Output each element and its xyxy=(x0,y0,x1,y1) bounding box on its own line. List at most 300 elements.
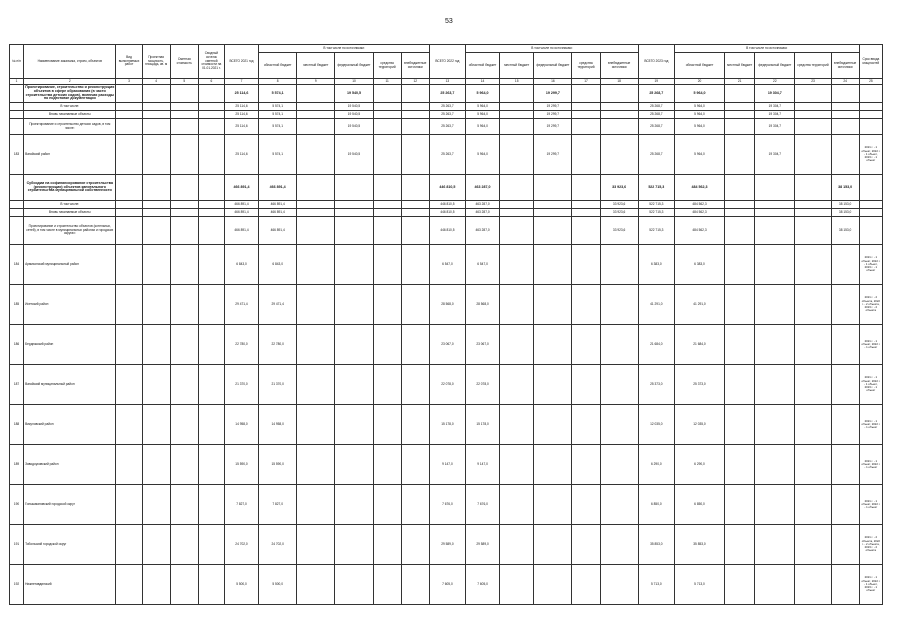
total-2022: 6 547,0 xyxy=(429,245,465,285)
territory-2023 xyxy=(795,525,831,565)
total-2021: 25 114,6 xyxy=(224,119,258,135)
regional-2021: 29 471,4 xyxy=(259,285,297,325)
local-2021 xyxy=(297,217,335,245)
territory-2021 xyxy=(373,85,401,103)
term-cell: 2021 г. - 1 объект, 2022 г. - 1 объект xyxy=(859,445,882,485)
est-cost-cell xyxy=(170,405,198,445)
regional-2022: 5 964,0 xyxy=(465,111,499,119)
regional-2021: 466 891,4 xyxy=(259,201,297,209)
territory-2022 xyxy=(572,405,600,445)
regional-2021: 6 843,0 xyxy=(259,245,297,285)
table-row xyxy=(10,565,883,605)
extra-2022: 33 923,6 xyxy=(600,217,638,245)
regional-2021: 22 780,0 xyxy=(259,325,297,365)
federal-2021: 19 540,5 xyxy=(335,135,373,175)
territory-2023 xyxy=(795,445,831,485)
header-extra: внебюджетные источники xyxy=(831,53,859,79)
regional-2022: 463 287,0 xyxy=(465,217,499,245)
balance-cell xyxy=(198,175,224,201)
territory-2021 xyxy=(373,135,401,175)
extra-2021 xyxy=(401,103,429,111)
header-no: № п/п xyxy=(10,45,24,79)
extra-2022 xyxy=(600,103,638,111)
local-2021 xyxy=(297,209,335,217)
regional-2023: 5 964,0 xyxy=(674,135,724,175)
balance-cell xyxy=(198,325,224,365)
header-name: Наименование заказчика, строек, объектов xyxy=(24,45,116,79)
column-index-cell: 25 xyxy=(859,79,882,85)
header-regional: областной бюджет xyxy=(465,53,499,79)
local-2022 xyxy=(500,217,534,245)
extra-2021 xyxy=(401,525,429,565)
investment-table xyxy=(9,44,883,605)
territory-2022 xyxy=(572,119,600,135)
regional-2022: 9 147,0 xyxy=(465,445,499,485)
column-index-cell: 5 xyxy=(170,79,198,85)
federal-2022 xyxy=(534,175,572,201)
local-2022 xyxy=(500,285,534,325)
local-2021 xyxy=(297,111,335,119)
capacity-cell xyxy=(142,111,170,119)
total-2023: 21 684,0 xyxy=(638,325,674,365)
balance-cell xyxy=(198,209,224,217)
extra-2021 xyxy=(401,85,429,103)
row-number: 192 xyxy=(10,565,24,605)
territory-2021 xyxy=(373,565,401,605)
column-index-cell: 9 xyxy=(297,79,335,85)
page-number: 53 xyxy=(445,18,453,25)
kind-cell xyxy=(116,485,142,525)
est-cost-cell xyxy=(170,85,198,103)
term-cell: 2021 г. - 1 объект, 2022 г. - 1 объект xyxy=(859,325,882,365)
est-cost-cell xyxy=(170,365,198,405)
total-2021: 22 780,0 xyxy=(224,325,258,365)
local-2021 xyxy=(297,135,335,175)
extra-2021 xyxy=(401,285,429,325)
column-index-cell: 15 xyxy=(500,79,534,85)
federal-2022 xyxy=(534,485,572,525)
kind-cell xyxy=(116,525,142,565)
table-row xyxy=(10,365,883,405)
column-index-cell: 2 xyxy=(24,79,116,85)
kind-cell xyxy=(116,365,142,405)
territory-2022 xyxy=(572,175,600,201)
column-index-cell: 19 xyxy=(638,79,674,85)
territory-2022 xyxy=(572,209,600,217)
header-total-2023: ВСЕГО 2023 год xyxy=(638,45,674,79)
territory-2023 xyxy=(795,85,831,103)
territory-2023 xyxy=(795,103,831,111)
kind-cell xyxy=(116,175,142,201)
total-2021: 25 114,6 xyxy=(224,103,258,111)
balance-cell xyxy=(198,217,224,245)
header-federal: федеральный бюджет xyxy=(534,53,572,79)
total-2023: 25 268,7 xyxy=(638,111,674,119)
local-2022 xyxy=(500,85,534,103)
territory-2021 xyxy=(373,445,401,485)
balance-cell xyxy=(198,445,224,485)
row-number: 185 xyxy=(10,285,24,325)
extra-2022 xyxy=(600,111,638,119)
regional-2021: 5 500,0 xyxy=(259,565,297,605)
federal-2021: 19 540,5 xyxy=(335,103,373,111)
regional-2022: 463 287,0 xyxy=(465,201,499,209)
local-2021 xyxy=(297,365,335,405)
federal-2023 xyxy=(755,285,795,325)
extra-2023 xyxy=(831,365,859,405)
row-name: Проектирование и строительство объектов (котельных, сетей), в том числе в муниципальных районах и городских округах: xyxy=(24,217,116,245)
territory-2021 xyxy=(373,209,401,217)
local-2023 xyxy=(725,445,755,485)
kind-cell xyxy=(116,209,142,217)
federal-2021 xyxy=(335,201,373,209)
regional-2022: 5 964,0 xyxy=(465,119,499,135)
extra-2021 xyxy=(401,175,429,201)
est-cost-cell xyxy=(170,565,198,605)
extra-2021 xyxy=(401,111,429,119)
extra-2023: 38 153,0 xyxy=(831,217,859,245)
total-2021: 25 114,6 xyxy=(224,111,258,119)
header-local: местный бюджет xyxy=(297,53,335,79)
column-index-cell: 22 xyxy=(755,79,795,85)
extra-2022 xyxy=(600,445,638,485)
row-number xyxy=(10,217,24,245)
territory-2021 xyxy=(373,365,401,405)
row-name: Проектирование и строительство детских садов, в том числе: xyxy=(24,119,116,135)
header-total-2022: ВСЕГО 2022 год xyxy=(429,45,465,79)
local-2022 xyxy=(500,111,534,119)
total-2021: 25 114,6 xyxy=(224,135,258,175)
local-2022 xyxy=(500,525,534,565)
local-2023 xyxy=(725,135,755,175)
total-2021: 7 827,0 xyxy=(224,485,258,525)
territory-2021 xyxy=(373,103,401,111)
territory-2021 xyxy=(373,525,401,565)
column-index-cell: 8 xyxy=(259,79,297,85)
regional-2023: 6 850,0 xyxy=(674,485,724,525)
total-2022: 7 605,0 xyxy=(429,565,465,605)
territory-2023 xyxy=(795,217,831,245)
row-number xyxy=(10,209,24,217)
federal-2022: 19 299,7 xyxy=(534,135,572,175)
local-2022 xyxy=(500,201,534,209)
column-index-cell: 16 xyxy=(534,79,572,85)
row-name: Вагайский район xyxy=(24,135,116,175)
extra-2021 xyxy=(401,245,429,285)
header-federal: федеральный бюджет xyxy=(335,53,373,79)
federal-2022 xyxy=(534,245,572,285)
territory-2022 xyxy=(572,325,600,365)
regional-2023: 484 562,3 xyxy=(674,201,724,209)
local-2022 xyxy=(500,245,534,285)
local-2022 xyxy=(500,175,534,201)
federal-2023 xyxy=(755,485,795,525)
extra-2023 xyxy=(831,525,859,565)
regional-2021: 7 827,0 xyxy=(259,485,297,525)
regional-2023: 35 853,0 xyxy=(674,525,724,565)
federal-2023 xyxy=(755,525,795,565)
federal-2021 xyxy=(335,285,373,325)
extra-2023 xyxy=(831,485,859,525)
column-index-cell: 14 xyxy=(465,79,499,85)
federal-2022: 19 299,7 xyxy=(534,111,572,119)
total-2023: 522 715,3 xyxy=(638,209,674,217)
local-2021 xyxy=(297,565,335,605)
capacity-cell xyxy=(142,135,170,175)
total-2023: 25 268,7 xyxy=(638,135,674,175)
balance-cell xyxy=(198,111,224,119)
total-2023: 6 383,0 xyxy=(638,245,674,285)
regional-2023: 484 562,3 xyxy=(674,175,724,201)
term-cell xyxy=(859,209,882,217)
row-number xyxy=(10,85,24,103)
extra-2022 xyxy=(600,325,638,365)
header-sources-2023: В том числе по источникам: xyxy=(674,45,859,53)
local-2021 xyxy=(297,525,335,565)
territory-2023 xyxy=(795,365,831,405)
extra-2022 xyxy=(600,135,638,175)
row-number: 189 xyxy=(10,445,24,485)
kind-cell xyxy=(116,135,142,175)
total-2022: 25 263,7 xyxy=(429,103,465,111)
est-cost-cell xyxy=(170,445,198,485)
term-cell: 2021 г. - 1 объект, 2022 г. - 1 объект xyxy=(859,405,882,445)
term-cell: 2021 г. - 1 объект, 2022 г. - 1 объект, 2023 г. - 1 объект xyxy=(859,245,882,285)
total-2023: 522 715,3 xyxy=(638,175,674,201)
kind-cell xyxy=(116,325,142,365)
balance-cell xyxy=(198,119,224,135)
table-row xyxy=(10,325,883,365)
local-2023 xyxy=(725,245,755,285)
extra-2022 xyxy=(600,525,638,565)
territory-2022 xyxy=(572,245,600,285)
regional-2022: 5 964,0 xyxy=(465,103,499,111)
total-2023: 25 268,7 xyxy=(638,119,674,135)
capacity-cell xyxy=(142,365,170,405)
extra-2021 xyxy=(401,565,429,605)
total-2023: 35 853,0 xyxy=(638,525,674,565)
column-index-cell: 17 xyxy=(572,79,600,85)
regional-2023: 12 035,0 xyxy=(674,405,724,445)
term-cell: 2021 г. - 2 объекта, 2022 г. - 2 объекта, 2023 г. - 2 объекта xyxy=(859,525,882,565)
term-cell: 2021 г. - 2 объекта, 2022 г. - 2 объекта, 2023 г. - 2 объекта xyxy=(859,285,882,325)
term-cell: 2021 г. - 1 объект, 2022 г. - 1 объект xyxy=(859,485,882,525)
local-2023 xyxy=(725,405,755,445)
header-federal: федеральный бюджет xyxy=(755,53,795,79)
federal-2021 xyxy=(335,217,373,245)
federal-2023 xyxy=(755,209,795,217)
regional-2023: 5 713,0 xyxy=(674,565,724,605)
header-extra: внебюджетные источники xyxy=(600,53,638,79)
term-cell xyxy=(859,119,882,135)
local-2022 xyxy=(500,405,534,445)
row-name: В том числе: xyxy=(24,103,116,111)
column-index-cell: 21 xyxy=(725,79,755,85)
local-2021 xyxy=(297,175,335,201)
total-2023: 6 850,0 xyxy=(638,485,674,525)
extra-2022 xyxy=(600,285,638,325)
column-index-cell: 4 xyxy=(142,79,170,85)
local-2021 xyxy=(297,325,335,365)
row-name: Вновь начинаемые объекты xyxy=(24,209,116,217)
header-term: Срок ввода мощностей xyxy=(859,45,882,79)
territory-2022 xyxy=(572,103,600,111)
regional-2021: 15 590,0 xyxy=(259,445,297,485)
term-cell xyxy=(859,175,882,201)
capacity-cell xyxy=(142,217,170,245)
total-2022: 15 178,0 xyxy=(429,405,465,445)
term-cell: 2021 г. - 1 объект, 2022 г. - 1 объект, 2023 г. - 1 объект xyxy=(859,135,882,175)
column-index-cell: 20 xyxy=(674,79,724,85)
local-2022 xyxy=(500,135,534,175)
column-index-cell: 3 xyxy=(116,79,142,85)
total-2023: 25 268,7 xyxy=(638,103,674,111)
regional-2021: 5 574,1 xyxy=(259,119,297,135)
capacity-cell xyxy=(142,325,170,365)
table-row xyxy=(10,285,883,325)
column-index-cell: 13 xyxy=(429,79,465,85)
regional-2022: 6 547,0 xyxy=(465,245,499,285)
regional-2023: 6 290,0 xyxy=(674,445,724,485)
column-index-cell: 1 xyxy=(10,79,24,85)
total-2022: 22 078,0 xyxy=(429,365,465,405)
kind-cell xyxy=(116,217,142,245)
row-name: Проектирование, строительство и реконструкция объектов в сфере образования (в части строительства детских садов), включая расходы по подготовке документации xyxy=(24,85,116,103)
est-cost-cell xyxy=(170,285,198,325)
table-row xyxy=(10,119,883,135)
kind-cell xyxy=(116,201,142,209)
territory-2022 xyxy=(572,201,600,209)
territory-2023 xyxy=(795,119,831,135)
total-2021: 14 958,0 xyxy=(224,405,258,445)
regional-2023: 25 373,0 xyxy=(674,365,724,405)
balance-cell xyxy=(198,201,224,209)
local-2023 xyxy=(725,365,755,405)
extra-2023 xyxy=(831,103,859,111)
row-name: Армизонский муниципальный район xyxy=(24,245,116,285)
table-row xyxy=(10,209,883,217)
header-local: местный бюджет xyxy=(500,53,534,79)
territory-2022 xyxy=(572,485,600,525)
kind-cell xyxy=(116,103,142,111)
territory-2023 xyxy=(795,175,831,201)
federal-2021 xyxy=(335,405,373,445)
extra-2023 xyxy=(831,135,859,175)
regional-2023: 5 964,0 xyxy=(674,103,724,111)
row-number: 184 xyxy=(10,245,24,285)
header-sources-2021: В том числе по источникам: xyxy=(259,45,430,53)
row-number: 191 xyxy=(10,525,24,565)
federal-2021 xyxy=(335,565,373,605)
territory-2023 xyxy=(795,201,831,209)
extra-2021 xyxy=(401,209,429,217)
territory-2021 xyxy=(373,325,401,365)
column-index-cell: 18 xyxy=(600,79,638,85)
capacity-cell xyxy=(142,405,170,445)
local-2023 xyxy=(725,201,755,209)
term-cell xyxy=(859,217,882,245)
total-2023: 25 268,7 xyxy=(638,85,674,103)
extra-2023 xyxy=(831,85,859,103)
federal-2022 xyxy=(534,565,572,605)
regional-2022: 23 067,0 xyxy=(465,325,499,365)
table-row xyxy=(10,135,883,175)
total-2021: 466 891,4 xyxy=(224,201,258,209)
federal-2022 xyxy=(534,201,572,209)
territory-2022 xyxy=(572,111,600,119)
total-2022: 28 568,0 xyxy=(429,285,465,325)
capacity-cell xyxy=(142,201,170,209)
table-row xyxy=(10,111,883,119)
federal-2022 xyxy=(534,365,572,405)
balance-cell xyxy=(198,365,224,405)
regional-2021: 14 958,0 xyxy=(259,405,297,445)
row-number: 190 xyxy=(10,485,24,525)
federal-2022: 19 299,7 xyxy=(534,119,572,135)
local-2023 xyxy=(725,565,755,605)
federal-2023 xyxy=(755,325,795,365)
local-2021 xyxy=(297,405,335,445)
est-cost-cell xyxy=(170,103,198,111)
territory-2021 xyxy=(373,217,401,245)
extra-2022 xyxy=(600,365,638,405)
local-2023 xyxy=(725,325,755,365)
federal-2021 xyxy=(335,325,373,365)
capacity-cell xyxy=(142,285,170,325)
regional-2021: 5 574,1 xyxy=(259,111,297,119)
local-2023 xyxy=(725,103,755,111)
territory-2022 xyxy=(572,135,600,175)
local-2022 xyxy=(500,565,534,605)
balance-cell xyxy=(198,103,224,111)
total-2022: 25 263,7 xyxy=(429,135,465,175)
territory-2021 xyxy=(373,201,401,209)
local-2023 xyxy=(725,525,755,565)
territory-2021 xyxy=(373,111,401,119)
est-cost-cell xyxy=(170,485,198,525)
regional-2021: 21 370,0 xyxy=(259,365,297,405)
local-2022 xyxy=(500,325,534,365)
federal-2021 xyxy=(335,175,373,201)
regional-2021: 466 891,4 xyxy=(259,209,297,217)
row-name: Викуловский район xyxy=(24,405,116,445)
row-number xyxy=(10,111,24,119)
header-kind: Вид выполняемых работ xyxy=(116,45,142,79)
row-number xyxy=(10,175,24,201)
federal-2023 xyxy=(755,217,795,245)
local-2022 xyxy=(500,119,534,135)
territory-2021 xyxy=(373,405,401,445)
territory-2021 xyxy=(373,485,401,525)
regional-2023: 5 964,0 xyxy=(674,119,724,135)
territory-2022 xyxy=(572,445,600,485)
territory-2023 xyxy=(795,111,831,119)
total-2022: 9 147,0 xyxy=(429,445,465,485)
territory-2023 xyxy=(795,245,831,285)
territory-2023 xyxy=(795,135,831,175)
total-2022: 446 810,5 xyxy=(429,209,465,217)
row-number: 183 xyxy=(10,135,24,175)
total-2021: 6 843,0 xyxy=(224,245,258,285)
table-row xyxy=(10,217,883,245)
local-2022 xyxy=(500,209,534,217)
extra-2023 xyxy=(831,111,859,119)
total-2022: 25 263,7 xyxy=(429,85,465,103)
regional-2022: 5 964,0 xyxy=(465,85,499,103)
federal-2023: 19 304,7 xyxy=(755,85,795,103)
federal-2022 xyxy=(534,525,572,565)
total-2022: 23 067,0 xyxy=(429,325,465,365)
